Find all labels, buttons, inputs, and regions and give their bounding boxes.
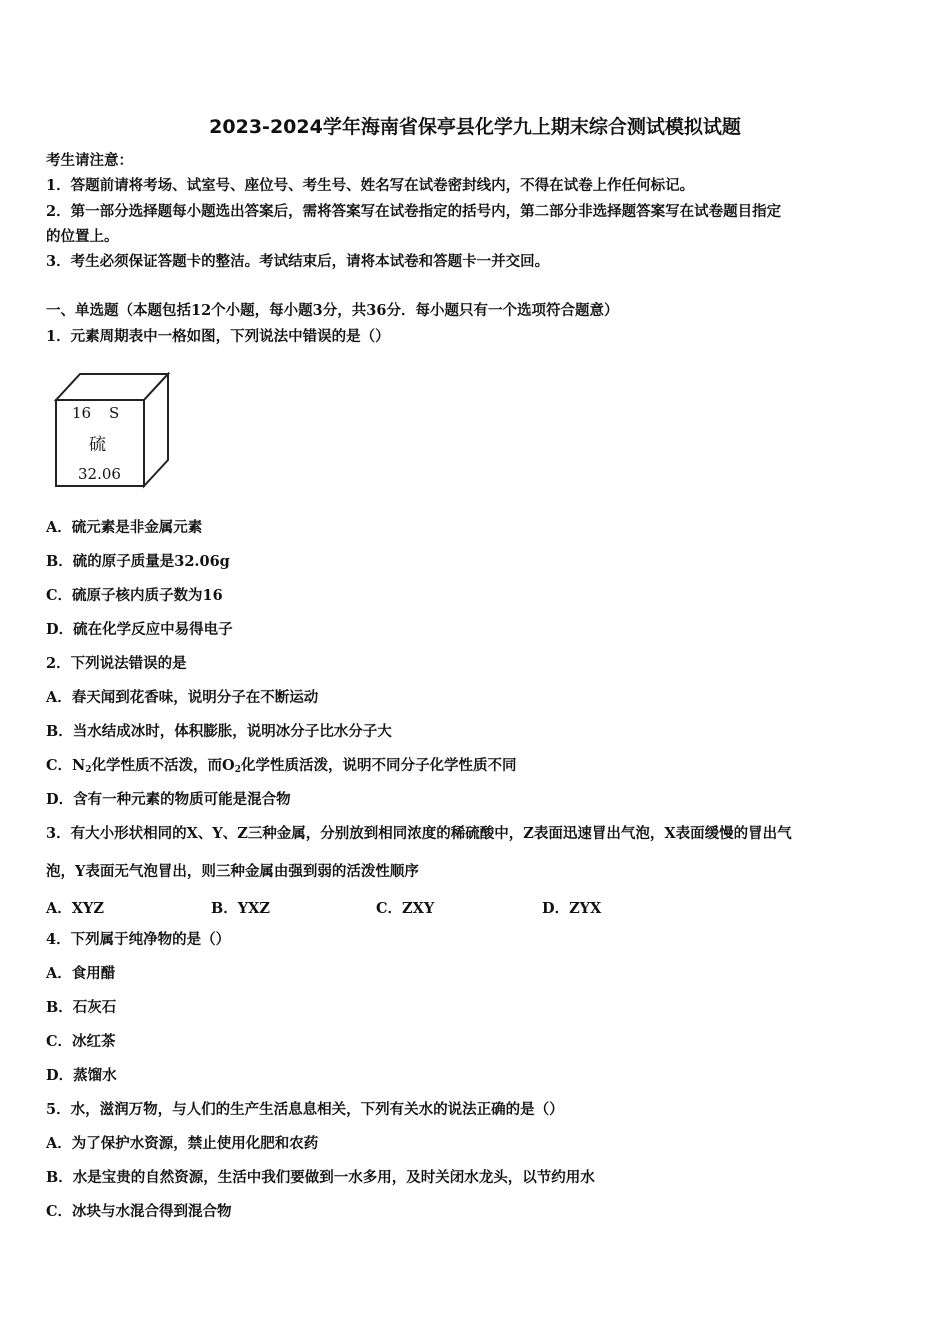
q4-option-a: A．食用醋: [46, 965, 116, 982]
q4-option-b: B．石灰石: [46, 999, 117, 1016]
q2-option-d: D．含有一种元素的物质可能是混合物: [46, 791, 291, 808]
q4-option-d: D．蒸馏水: [46, 1067, 117, 1084]
periodic-element-cell: [54, 372, 172, 490]
notice-item-3: 3．考生必须保证答题卡的整洁。考试结束后，请将本试卷和答题卡一并交回。: [46, 253, 550, 270]
element-name: 硫: [89, 435, 106, 455]
q2-option-b: B．当水结成冰时，体积膨胀，说明冰分子比水分子大: [46, 723, 392, 740]
q3-option-b: B．YXZ: [211, 900, 270, 917]
q2-option-c: C．$N_2$化学性质不活泼，而$O_2$化学性质活泼，说明不同分子化学性质不同: [46, 757, 517, 775]
q1-stem: 1．元素周期表中一格如图，下列说法中错误的是（）: [46, 328, 390, 345]
notice-item-1: 1．答题前请将考场、试室号、座位号、考生号、姓名写在试卷密封线内，不得在试卷上作任何标记。: [46, 177, 695, 194]
notice-item-2: 2．第一部分选择题每小题选出答案后，需将答案写在试卷指定的括号内，第二部分非选择题答案写在试卷题目指定: [46, 203, 782, 220]
q5-option-c: C．冰块与水混合得到混合物: [46, 1203, 232, 1220]
q1-option-b: B．硫的原子质量是32.06g: [46, 553, 230, 570]
q5-stem: 5．水，滋润万物，与人们的生产生活息息相关，下列有关水的说法正确的是（）: [46, 1101, 564, 1118]
section-heading: 一、单选题（本题包括12个小题，每小题3分，共36分．每小题只有一个选项符合题意）: [46, 302, 619, 319]
q2-option-a: A．春天闻到花香味，说明分子在不断运动: [46, 689, 319, 706]
q3-stem-cont: 泡，Y表面无气泡冒出，则三种金属由强到弱的活泼性顺序: [46, 863, 419, 880]
q3-option-c: C．ZXY: [376, 900, 435, 917]
q3-stem: 3．有大小形状相同的X、Y、Z三种金属，分别放到相同浓度的稀硫酸中，Z表面迅速冒出气泡，X表面缓慢的冒出气: [46, 825, 792, 842]
q4-stem: 4．下列属于纯净物的是（）: [46, 931, 231, 948]
q3-option-d: D．ZYX: [542, 900, 602, 917]
page-title: 2023-2024学年海南省保亭县化学九上期末综合测试模拟试题: [209, 116, 741, 138]
q5-option-a: A．为了保护水资源，禁止使用化肥和农药: [46, 1135, 319, 1152]
element-number: 16: [72, 404, 92, 422]
element-mass: 32.06: [78, 465, 121, 483]
notice-heading: 考生请注意：: [46, 152, 133, 169]
q5-option-b: B．水是宝贵的自然资源，生活中我们要做到一水多用，及时关闭水龙头，以节约用水: [46, 1169, 595, 1186]
q2-stem: 2．下列说法错误的是: [46, 655, 187, 672]
q1-option-c: C．硫原子核内质子数为16: [46, 587, 223, 604]
q3-option-a: A．XYZ: [46, 900, 104, 917]
element-symbol: S: [109, 404, 120, 422]
q1-option-d: D．硫在化学反应中易得电子: [46, 621, 233, 638]
q1-option-a: A．硫元素是非金属元素: [46, 519, 203, 536]
notice-item-2-cont: 的位置上。: [46, 228, 119, 245]
q4-option-c: C．冰红茶: [46, 1033, 116, 1050]
